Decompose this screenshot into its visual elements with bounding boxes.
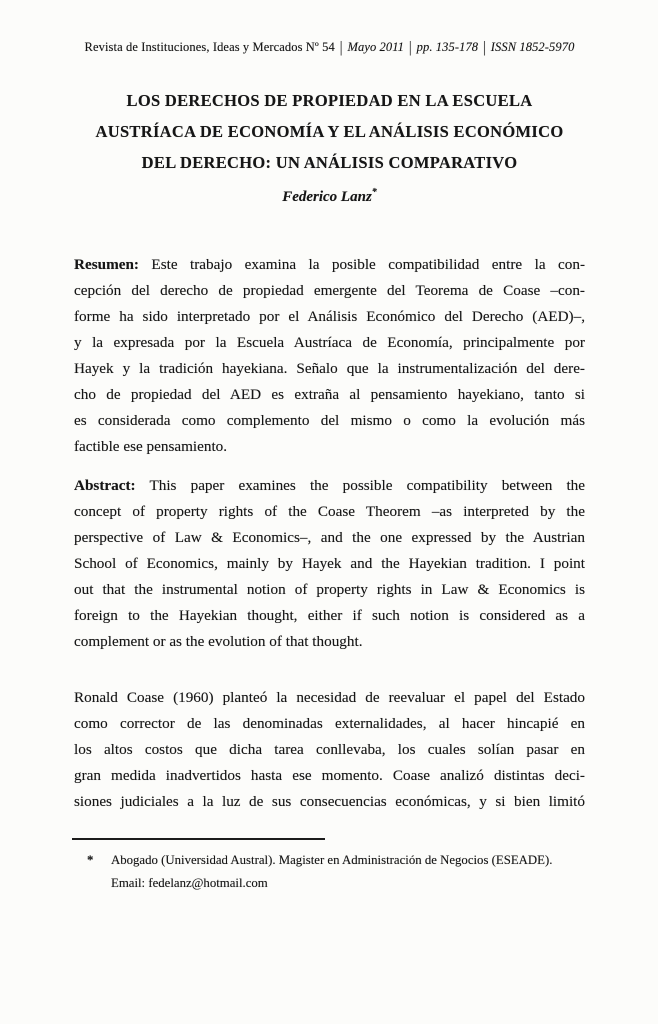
footnote-line-2-email: Email: fedelanz@hotmail.com — [111, 876, 268, 890]
footnote-marker: * — [87, 853, 94, 867]
text-line: y la expresada por la Escuela Austríaca de Economía, principalmente por — [74, 334, 585, 351]
abstract-label: Abstract: — [74, 477, 136, 494]
text-line: This paper examines the possible compatibility between the — [149, 477, 585, 494]
issn-number: ISSN 1852-5970 — [490, 40, 575, 54]
text-line: siones judiciales a la luz de sus consecuencias económicas, y si bien limitó — [74, 793, 585, 810]
text-line: Este trabajo examina la posible compatibilidad entre la con- — [151, 256, 585, 273]
footnote-line-1: Abogado (Universidad Austral). Magister en Administración de Negocios (ESEADE). — [111, 853, 553, 867]
title-line-2: AUSTRÍACA DE ECONOMÍA Y EL ANÁLISIS ECONÓMICO — [95, 122, 564, 141]
text-line: concept of property rights of the Coase Theorem –as interpreted by the — [74, 503, 585, 520]
text-line — [74, 252, 585, 278]
page-range: pp. 135-178 — [416, 40, 479, 54]
author-name: Federico Lanz — [282, 189, 372, 205]
resumen-section — [74, 252, 585, 460]
text-line: Hayek y la tradición hayekiana. Señalo que la instrumentalización del dere- — [74, 360, 585, 377]
text-line: School of Economics, mainly by Hayek and the Hayekian tradition. I point — [74, 555, 585, 572]
text-block — [74, 0, 585, 1024]
article-title — [74, 85, 585, 178]
footnote-rule — [72, 838, 325, 840]
text-line: gran medida inadvertidos hasta ese momento. Coase analizó distintas deci- — [74, 767, 585, 784]
author-footnote-mark: * — [371, 187, 377, 198]
journal-header — [74, 40, 585, 55]
author-line — [74, 189, 585, 206]
title-line-1: LOS DERECHOS DE PROPIEDAD EN LA ESCUELA — [126, 91, 533, 110]
text-line — [74, 473, 585, 499]
text-line: Ronald Coase (1960) planteó la necesidad de reevaluar el papel del Estado — [74, 689, 585, 706]
separator: | — [409, 38, 412, 56]
text-line: factible ese pensamiento. — [74, 438, 228, 455]
footnote-text — [111, 849, 585, 895]
text-line: cho de propiedad del AED es extraña al pensamiento hayekiano, tanto si — [74, 386, 585, 403]
separator: | — [483, 38, 486, 56]
text-line: los altos costos que dicha tarea conllevaba, los cuales solían pasar en — [74, 741, 585, 758]
title-line-3: DEL DERECHO: UN ANÁLISIS COMPARATIVO — [141, 153, 518, 172]
journal-name: Revista de Instituciones, Ideas y Mercados Nº 54 — [84, 40, 335, 54]
text-line: perspective of Law & Economics–, and the one expressed by the Austrian — [74, 529, 585, 546]
separator: | — [339, 38, 343, 56]
text-line: como corrector de las denominadas externalidades, al hacer hincapié en — [74, 715, 585, 732]
text-line: es considerada como complemento del mismo o como la evolución más — [74, 412, 585, 429]
text-line: out that the instrumental notion of property rights in Law & Economics is — [74, 581, 585, 598]
body-paragraph — [74, 685, 585, 815]
text-line: foreign to the Hayekian thought, either if such notion is considered as a — [74, 607, 585, 624]
footnote — [74, 849, 585, 895]
resumen-label: Resumen: — [74, 256, 139, 273]
issue-date: Mayo 2011 — [347, 40, 405, 54]
abstract-section — [74, 473, 585, 655]
text-line: cepción del derecho de propiedad emergente del Teorema de Coase –con- — [74, 282, 585, 299]
text-line: complement or as the evolution of that thought. — [74, 633, 363, 650]
text-line: forme ha sido interpretado por el Análisis Económico del Derecho (AED)–, — [74, 308, 585, 325]
